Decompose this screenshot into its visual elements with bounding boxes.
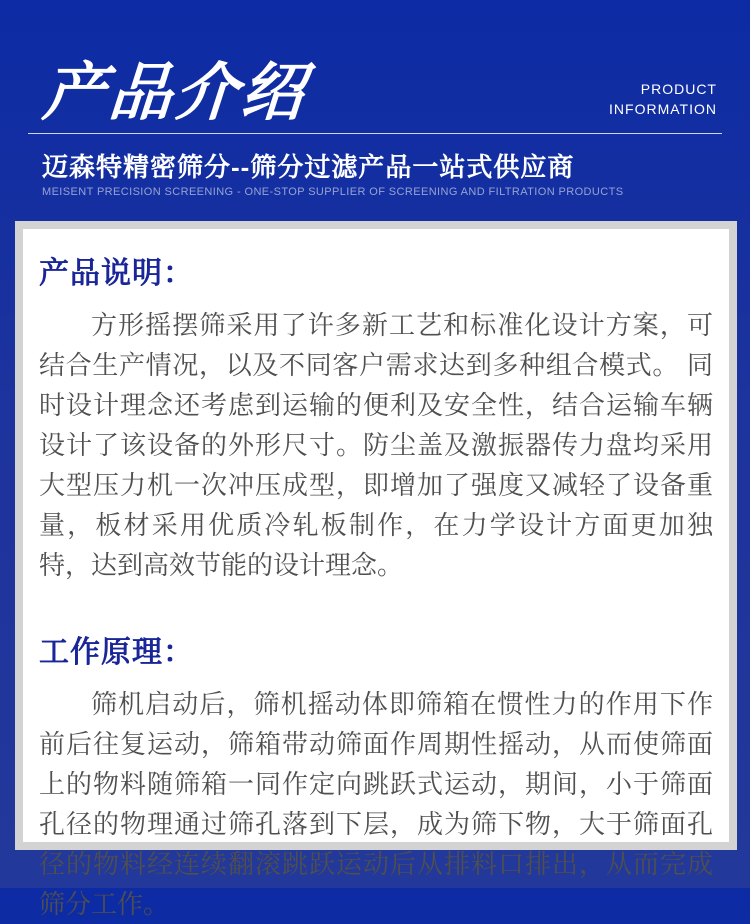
product-description-heading: 产品说明： xyxy=(39,257,194,290)
working-principle-heading: 工作原理： xyxy=(39,636,194,669)
working-principle-text: 筛机启动后，筛机摇动体即筛箱在惯性力的作用下作前后往复运动，筛箱带动筛面作周期性摇动，从而使筛面上的物料随筛箱一同作定向跳跃式运动，期间，小于筛面孔径的物理通过筛孔落到下层，成为筛下物，大于筛面孔径的物料经连续翻滚跳跃运动后从排料口排出，从而完成筛分工作。 xyxy=(39,689,713,919)
company-tagline: 迈森特精密筛分--筛分过滤产品一站式供应商 xyxy=(42,152,575,182)
working-principle-section xyxy=(39,627,713,924)
product-description-section xyxy=(39,248,713,585)
page-title-en-line2: INFORMATION xyxy=(609,101,717,117)
company-tagline-en: MEISENT PRECISION SCREENING - ONE-STOP SUPPLIER OF SCREENING AND FILTRATION PRODUCTS xyxy=(42,186,624,198)
header-divider xyxy=(28,133,722,134)
page-title: 产品介绍 xyxy=(40,58,310,128)
page-title-en-line1: PRODUCT xyxy=(640,81,717,97)
product-description-text: 方形摇摆筛采用了许多新工艺和标准化设计方案，可结合生产情况，以及不同客户需求达到多种组合模式。 同时设计理念还考虑到运输的便利及安全性，结合运输车辆设计了该设备的外形尺寸。防尘盖及激振器传力盘均采用大型压力机一次冲压成型，即增加了强度又减轻了设备重量，板材采用优质冷轧板制作，在力学设计方面更加独特，达到高效节能的设计理念。 xyxy=(39,310,713,580)
page-title-en xyxy=(609,79,717,119)
content-card xyxy=(15,221,737,919)
